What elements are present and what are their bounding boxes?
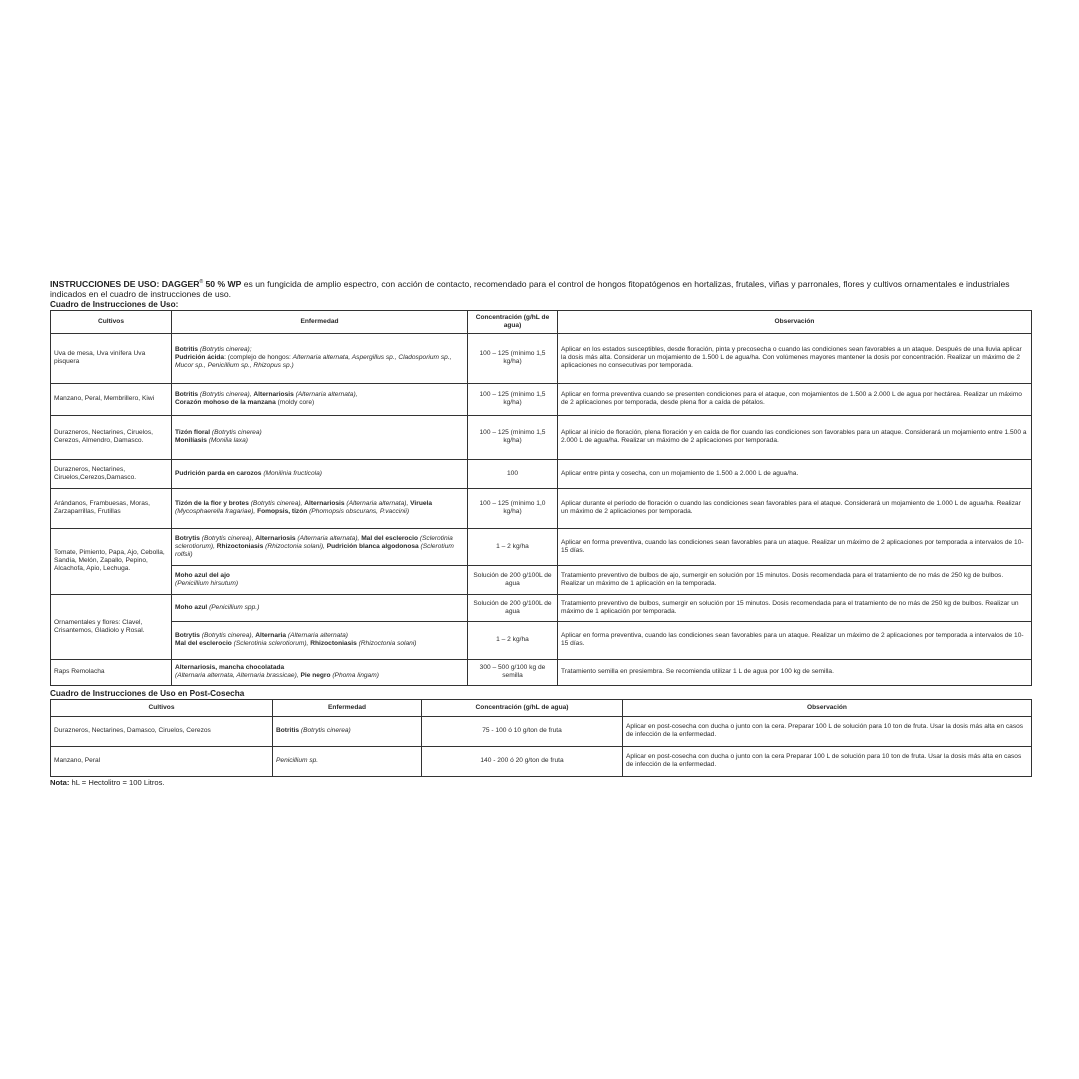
observacion-cell: Aplicar en post-cosecha con ducha o junto con la cera Preparar 100 L de solución para 10 ton de fruta. Usar la dosis más alta en casos de infección de la enfermedad. bbox=[623, 746, 1032, 776]
pathogen-name: (Alternaria alternata), bbox=[344, 500, 411, 508]
concentracion-cell: 75 - 100 ó 10 g/ton de fruta bbox=[422, 716, 623, 746]
cultivos-cell: Durazneros, Nectarines, Damasco, Ciruelos, Cerezos bbox=[51, 716, 273, 746]
disease-line bbox=[175, 672, 464, 680]
footnote-text: hL = Hectolitro = 100 Litros. bbox=[69, 777, 165, 787]
enfermedad-cell bbox=[172, 415, 468, 459]
usage-table bbox=[50, 310, 1032, 686]
disease-line bbox=[175, 437, 464, 445]
header-concentracion: Concentración (g/hL de agua) bbox=[422, 699, 623, 716]
table-row bbox=[51, 594, 1032, 621]
footnote-label: Nota: bbox=[50, 777, 70, 787]
cultivos-cell: Uva de mesa, Uva vinífera Uva pisquera bbox=[51, 333, 172, 383]
pathogen-name: (Penicillium hirsutum) bbox=[175, 579, 239, 587]
header-enfermedad: Enfermedad bbox=[273, 699, 422, 716]
concentracion-cell: 140 - 200 ó 20 g/ton de fruta bbox=[422, 746, 623, 776]
pathogen-name: (Botrytis cinerea) bbox=[299, 727, 351, 735]
observacion-cell: Aplicar en post-cosecha con ducha o junto con la cera. Preparar 100 L de solución para 10 ton de fruta. Usar la dosis más alta en casos de infección de la enfermedad. bbox=[623, 716, 1032, 746]
disease-line bbox=[175, 391, 464, 399]
pathogen-name: (Penicillium spp.) bbox=[207, 603, 260, 611]
header-observacion: Observación bbox=[558, 310, 1032, 333]
disease-name: Mal del esclerocio bbox=[175, 640, 232, 648]
usage-table-header bbox=[51, 310, 1032, 333]
disease-line bbox=[175, 429, 464, 437]
table-row bbox=[51, 459, 1032, 488]
disease-name: Alternariosis, mancha chocolatada bbox=[175, 664, 285, 672]
table-row bbox=[51, 488, 1032, 528]
header-cultivos: Cultivos bbox=[51, 699, 273, 716]
disease-name: Alternaria bbox=[255, 632, 287, 640]
disease-name: Botrytis bbox=[175, 632, 200, 640]
disease-name: Alternariosis bbox=[255, 534, 296, 542]
disease-note: (moldy core) bbox=[275, 399, 315, 407]
concentracion-cell: 1 – 2 kg/ha bbox=[468, 621, 558, 659]
concentracion-cell: 100 – 125 (mínimo 1,5 kg/ha) bbox=[468, 415, 558, 459]
cultivos-cell: Arándanos, Frambuesas, Moras, Zarzaparrillas, Frutillas bbox=[51, 488, 172, 528]
disease-note: : (complejo de hongos: bbox=[224, 354, 293, 362]
intro-heading: INSTRUCCIONES DE USO: DAGGER bbox=[50, 278, 200, 289]
pathogen-name: (Alternaria alternata) bbox=[286, 632, 348, 640]
header-concentracion: Concentración (g/hL de agua) bbox=[468, 310, 558, 333]
enfermedad-cell bbox=[273, 746, 422, 776]
disease-line bbox=[175, 580, 464, 588]
enfermedad-cell bbox=[172, 594, 468, 621]
enfermedad-cell bbox=[172, 488, 468, 528]
disease-name: Tizón floral bbox=[175, 429, 211, 437]
concentracion-cell: 100 – 125 (mínimo 1,5 kg/ha) bbox=[468, 333, 558, 383]
observacion-cell: Aplicar entre pinta y cosecha, con un mojamiento de 1.500 a 2.000 L de agua/ha. bbox=[558, 459, 1032, 488]
disease-name: Pudrición parda en carozos bbox=[175, 469, 262, 477]
concentracion-cell: 100 – 125 (mínimo 1,5 kg/ha) bbox=[468, 383, 558, 415]
disease-name: Mal del esclerocio bbox=[361, 534, 418, 542]
pathogen-name: (Rhizoctonia solani), bbox=[263, 542, 327, 550]
pathogen-name: Penicillium sp. bbox=[276, 757, 319, 765]
cultivos-cell: Tomate, Pimiento, Papa, Ajo, Cebolla, Sandía, Melón, Zapallo, Pepino, Alcachofa, Apio, Lechuga. bbox=[51, 528, 172, 594]
disease-name: Rhizoctoniasis bbox=[216, 542, 264, 550]
table-row bbox=[51, 528, 1032, 565]
disease-line bbox=[175, 346, 464, 354]
pathogen-name: Alternaria alternata, Aspergillus sp., Cladosporium sp., Mucor sp., Penicillium sp., Rhizopus sp.) bbox=[175, 354, 452, 370]
table-row bbox=[51, 659, 1032, 685]
pathogen-name: (Botrytis cinerea), bbox=[199, 534, 256, 542]
table-row bbox=[51, 565, 1032, 594]
intro-text: es un fungicida de amplio espectro, con acción de contacto, recomendado para el control de hongos fitopatógenos en hortalizas, frutales, viñas y parronales, flores y cultivos ornamentales e industriales indicados en el cuadro de instrucciones de uso. bbox=[50, 278, 1010, 300]
pathogen-name: (Phoma lingam) bbox=[330, 672, 379, 680]
disease-name: Botritis bbox=[175, 346, 199, 354]
disease-name: Botrytis bbox=[175, 534, 200, 542]
disease-name: Moho azul del ajo bbox=[175, 571, 230, 579]
disease-line bbox=[175, 470, 464, 478]
document bbox=[50, 277, 1031, 787]
pathogen-name: (Monilia laxa) bbox=[206, 437, 248, 445]
disease-line bbox=[175, 664, 464, 672]
concentracion-cell: Solución de 200 g/100L de agua bbox=[468, 594, 558, 621]
registered-mark: ® bbox=[199, 279, 204, 285]
concentracion-cell: 100 – 125 (mínimo 1,0 kg/ha) bbox=[468, 488, 558, 528]
disease-line bbox=[175, 399, 464, 407]
observacion-cell: Aplicar durante el período de floración o cuando las condiciones sean favorables para el ataque. Considerará un mojamiento de 1.000 L de agua/ha. Realizar un máximo de 2 aplicaciones por temporada. bbox=[558, 488, 1032, 528]
observacion-cell: Tratamiento preventivo de bulbos de ajo, sumergir en solución por 15 minutos. Dosis recomendada para el tratamiento de no más de 250 kg de bulbos. Realizar un máximo de 1 aplicación en la temporada. bbox=[558, 565, 1032, 594]
disease-name: Pudrición blanca algodonosa bbox=[326, 542, 419, 550]
concentracion-cell: 100 bbox=[468, 459, 558, 488]
table-row bbox=[51, 383, 1032, 415]
table-row bbox=[51, 621, 1032, 659]
table-row bbox=[51, 716, 1032, 746]
pathogen-name: (Alternaria alternata), bbox=[293, 391, 358, 399]
concentracion-cell: Solución de 200 g/100L de agua bbox=[468, 565, 558, 594]
disease-name: Moho azul bbox=[175, 603, 208, 611]
header-observacion: Observación bbox=[623, 699, 1032, 716]
observacion-cell: Aplicar al inicio de floración, plena floración y en caída de flor cuando las condiciones son favorables para un ataque. Considerará un mojamiento entre 1.500 a 2.000 L de agua/ha. Realizar un máximo de 2 aplicaciones por temporada. bbox=[558, 415, 1032, 459]
enfermedad-cell bbox=[172, 528, 468, 565]
disease-name: Alternariosis bbox=[304, 500, 345, 508]
pathogen-name: (Mycosphaerella fragariae), bbox=[175, 508, 258, 516]
pathogen-name: (Botrytis cinerea), bbox=[198, 391, 254, 399]
disease-line bbox=[175, 535, 464, 560]
cultivos-cell: Manzano, Peral bbox=[51, 746, 273, 776]
disease-name: Monilíasis bbox=[175, 437, 207, 445]
pathogen-name: (Monilinia fructicola) bbox=[261, 469, 322, 477]
disease-name: Fomopsis, tizón bbox=[257, 508, 308, 516]
enfermedad-cell bbox=[273, 716, 422, 746]
pathogen-name: (Botrytis cinerea), bbox=[248, 500, 305, 508]
postharvest-table bbox=[50, 699, 1032, 777]
table-row bbox=[51, 746, 1032, 776]
pathogen-name: (Rhizoctonia solani) bbox=[356, 640, 417, 648]
cultivos-cell: Durazneros, Nectarines, Ciruelos, Cerezos, Almendro, Damasco. bbox=[51, 415, 172, 459]
disease-line bbox=[175, 640, 464, 648]
observacion-cell: Tratamiento preventivo de bulbos, sumergir en solución por 15 minutos. Dosis recomendada para el tratamiento de no más de 250 kg de bulbos. Realizar un máximo de 1 aplicación por temporada. bbox=[558, 594, 1032, 621]
disease-line bbox=[175, 632, 464, 640]
observacion-cell: Tratamiento semilla en presiembra. Se recomienda utilizar 1 L de agua por 100 kg de semilla. bbox=[558, 659, 1032, 685]
enfermedad-cell bbox=[172, 333, 468, 383]
disease-line bbox=[276, 727, 418, 735]
disease-name: Botritis bbox=[276, 727, 300, 735]
observacion-cell: Aplicar en forma preventiva, cuando las condiciones sean favorables para un ataque. Realizar un máximo de 2 aplicaciones por temporada a intervalos de 10-15 días. bbox=[558, 621, 1032, 659]
intro-paragraph bbox=[50, 277, 1031, 300]
disease-line bbox=[175, 572, 464, 580]
disease-line bbox=[175, 500, 464, 516]
table2-title: Cuadro de Instrucciones de Uso en Post-Cosecha bbox=[50, 688, 245, 698]
pathogen-name: (Sclerotium rolfsii) bbox=[175, 542, 454, 558]
disease-name: Botritis bbox=[175, 391, 199, 399]
disease-name: Alternariosis bbox=[253, 391, 294, 399]
enfermedad-cell bbox=[172, 621, 468, 659]
enfermedad-cell bbox=[172, 459, 468, 488]
cultivos-cell: Ornamentales y flores: Clavel, Crisantemos, Gladiolo y Rosal. bbox=[51, 594, 172, 659]
cultivos-cell: Manzano, Peral, Membrillero, Kiwi bbox=[51, 383, 172, 415]
observacion-cell: Aplicar en forma preventiva, cuando las condiciones sean favorables para un ataque. Realizar un máximo de 2 aplicaciones por temporada a intervalos de 10-15 días. bbox=[558, 528, 1032, 565]
pathogen-name: (Phomopsis obscurans, P.vaccinii) bbox=[307, 508, 410, 516]
pathogen-name: (Sclerotinia sclerotiorum), bbox=[231, 640, 311, 648]
disease-name: Corazón mohoso de la manzana bbox=[175, 399, 276, 407]
pathogen-name: (Sclerotinia sclerotiorum), bbox=[175, 534, 453, 550]
disease-name: Pie negro bbox=[300, 672, 331, 680]
footnote bbox=[50, 778, 1031, 787]
disease-name: Pudrición ácida bbox=[175, 354, 225, 362]
pathogen-name: (Alternaria alternata), bbox=[295, 534, 362, 542]
enfermedad-cell bbox=[172, 659, 468, 685]
observacion-cell: Aplicar en forma preventiva cuando se presenten condiciones para el ataque, con mojamientos de 1.500 a 2.000 L de agua por hectárea. Realizar un máximo de 2 aplicaciones por temporada, desde plena flor a caída de pétalos. bbox=[558, 383, 1032, 415]
disease-name: Rhizoctoniasis bbox=[310, 640, 357, 648]
intro-product: 50 % WP bbox=[203, 278, 242, 289]
cultivos-cell: Raps Remolacha bbox=[51, 659, 172, 685]
table-row bbox=[51, 333, 1032, 383]
pathogen-name: (Botrytis cinerea); bbox=[198, 346, 252, 354]
table-row bbox=[51, 415, 1032, 459]
disease-line bbox=[175, 354, 464, 370]
disease-name: Tizón de la flor y brotes bbox=[175, 500, 249, 508]
header-cultivos: Cultivos bbox=[51, 310, 172, 333]
cultivos-cell: Durazneros, Nectarines, Ciruelos,Cerezos,Damasco. bbox=[51, 459, 172, 488]
enfermedad-cell bbox=[172, 383, 468, 415]
disease-name: Viruela bbox=[410, 500, 433, 508]
pathogen-name: (Botrytis cinerea) bbox=[210, 429, 262, 437]
enfermedad-cell bbox=[172, 565, 468, 594]
postharvest-table-header bbox=[51, 699, 1032, 716]
pathogen-name: (Botrytis cinerea), bbox=[199, 632, 256, 640]
observacion-cell: Aplicar en los estados susceptibles, desde floración, pinta y precosecha o cuando las condiciones sean favorables a un ataque. Después de una lluvia aplicar la dosis más alta. Considerar un mojamiento de 1.500 L de agua/ha. Con volúmenes mayores mantener la dosis por concentración. Realizar un máximo de 2 aplicaciones no consecutivas por temporada. bbox=[558, 333, 1032, 383]
pathogen-name: (Alternaria alternata, Alternaria brassicae), bbox=[175, 672, 301, 680]
disease-line bbox=[175, 604, 464, 612]
table1-title: Cuadro de Instrucciones de Uso: bbox=[50, 299, 179, 309]
disease-line bbox=[276, 757, 418, 765]
header-enfermedad: Enfermedad bbox=[172, 310, 468, 333]
concentracion-cell: 300 – 500 g/100 kg de semilla bbox=[468, 659, 558, 685]
concentracion-cell: 1 – 2 kg/ha bbox=[468, 528, 558, 565]
